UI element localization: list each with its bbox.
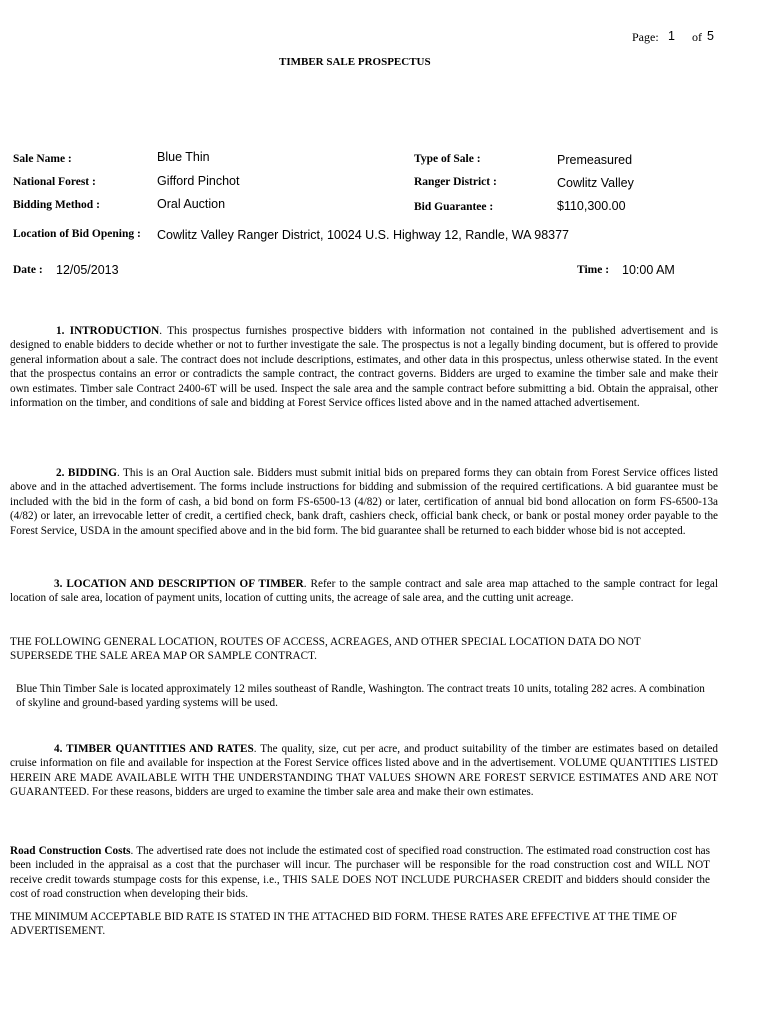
time-label: Time : — [577, 264, 610, 276]
location-paragraph — [10, 577, 718, 606]
road-costs-text: . The advertised rate does not include the estimated cost of specified road construction. The estimated road construction cost has been included in the appraisal as a cost that the purchaser will incur. The purchaser will be responsible for the road construction cost and WILL NOT receive credit towards stumpage costs for this expense, i.e., THIS SALE DOES NOT INCLUDE PURCHASER CREDIT and bidders should consider the cost of road construction when developing their bids. — [10, 845, 711, 901]
national-forest-label: National Forest : — [13, 176, 96, 188]
type-of-sale-label: Type of Sale : — [414, 153, 481, 165]
date-value: 12/05/2013 — [56, 263, 119, 277]
bidding-method-label: Bidding Method : — [13, 199, 100, 211]
bidding-heading: 2. BIDDING — [56, 467, 117, 479]
sale-name-label: Sale Name : — [13, 153, 72, 165]
min-bid-notice: THE MINIMUM ACCEPTABLE BID RATE IS STATED IN THE ATTACHED BID FORM. THESE RATES ARE EFFECTIVE AT THE TIME OF ADVERTISEMENT. — [10, 911, 677, 938]
type-of-sale-value: Premeasured — [557, 153, 633, 167]
page-label: Page: — [632, 30, 659, 44]
page-total: 5 — [707, 29, 714, 43]
quantities-text: . The quality, size, cut per acre, and product suitability of the timber are estimates based on detailed cruise information on file and available for inspection at the Forest Service offices listed above and in the advertisement. VOLUME QUANTITIES LISTED HEREIN ARE MADE AVAILABLE WITH THE UNDERSTANDING THAT VALUES SHOWN ARE FOREST SERVICE ESTIMATES AND ARE NOT GUARANTEED. For these reasons, bidders are urged to examine the timber sale area and make their own estimates. — [10, 743, 718, 799]
page-title: TIMBER SALE PROSPECTUS — [279, 56, 431, 68]
quantities-heading: 4. TIMBER QUANTITIES AND RATES — [54, 743, 254, 755]
quantities-paragraph — [10, 742, 718, 800]
bidding-paragraph — [10, 466, 718, 538]
introduction-text: . This prospectus furnishes prospective bidders with information not contained in the published advertisement and is designed to enable bidders to decide whether or not to further investigate the sale. The prospectus is not a legally binding document, but is offered to provide general information about a sale. The contract does not include descriptions, estimates, and other data in this prospectus, unless otherwise stated. In the event that the prospectus contains an error or contradicts the sample contract, the contract governs. Bidders are urged to examine the timber sale and make their own estimates. Timber sale Contract 2400-6T will be used. Inspect the sale area and the sample contract before submitting a bid. Obtain the appraisal, other information on the timber, and conditions of sale and bidding at Forest Service offices listed above and in the named attached advertisement. — [10, 325, 718, 410]
location-label: Location of Bid Opening : — [13, 228, 141, 240]
national-forest-value: Gifford Pinchot — [157, 174, 240, 188]
ranger-district-label: Ranger District : — [414, 176, 497, 188]
introduction-paragraph — [10, 324, 718, 410]
road-costs-paragraph — [10, 844, 710, 902]
location-text: . Refer to the sample contract and sale area map attached to the sample contract for legal location of sale area, location of payment units, location of cutting units, the acreage of sale area, and the cutting unit acreage. — [10, 578, 719, 605]
time-value: 10:00 AM — [622, 263, 675, 277]
location-heading: 3. LOCATION AND DESCRIPTION OF TIMBER — [54, 578, 304, 590]
introduction-heading: 1. INTRODUCTION — [56, 325, 160, 337]
date-label: Date : — [13, 264, 43, 276]
bid-guarantee-value: $110,300.00 — [557, 199, 626, 213]
page-number: 1 — [668, 29, 675, 43]
location-value: Cowlitz Valley Ranger District, 10024 U.S. Highway 12, Randle, WA 98377 — [157, 228, 569, 242]
road-costs-heading: Road Construction Costs — [10, 845, 131, 857]
of-label: of — [692, 30, 702, 44]
bidding-text: . This is an Oral Auction sale. Bidders must submit initial bids on prepared forms they can obtain from Forest Service offices listed above and in the attached advertisement. The forms include instructions for bidding and submission of the required certifications. A bid guarantee must be included with the bid in the form of cash, a bid bond on form FS-6500-13 (4/82) or later, certification of annual bid bond allocation on form FS-6500-13a (4/82) or later, an irrevocable letter of credit, a certified check, bank draft, cashiers check, official bank check, or bank or postal money order payable to the Forest Service, USDA in the amount specified above and in the bid form. The bid guarantee shall be returned to each bidder whose bid is not accepted. — [10, 467, 719, 537]
sale-description: Blue Thin Timber Sale is located approximately 12 miles southeast of Randle, Washington. The contract treats 10 units, totaling 282 acres. A combination of skyline and ground-based yarding systems will be used. — [16, 683, 705, 710]
general-location-notice: THE FOLLOWING GENERAL LOCATION, ROUTES OF ACCESS, ACREAGES, AND OTHER SPECIAL LOCATION DATA DO NOT SUPERSEDE THE SALE AREA MAP OR SAMPLE CONTRACT. — [10, 636, 641, 663]
ranger-district-value: Cowlitz Valley — [557, 176, 634, 190]
bid-guarantee-label: Bid Guarantee : — [414, 201, 494, 213]
bidding-method-value: Oral Auction — [157, 197, 226, 211]
sale-name-value: Blue Thin — [157, 150, 210, 164]
